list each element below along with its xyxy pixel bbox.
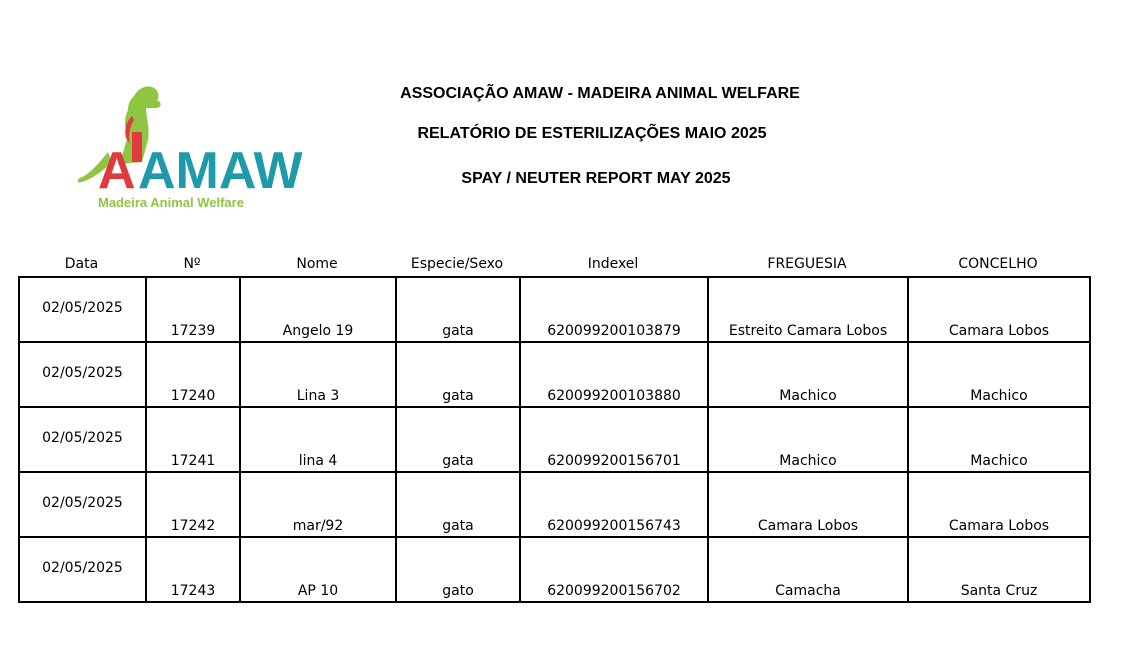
cell-date: 02/05/2025 bbox=[19, 277, 146, 342]
cell-freguesia: Estreito Camara Lobos bbox=[708, 277, 908, 342]
cell-indexel: 620099200156702 bbox=[520, 537, 708, 602]
cell-date: 02/05/2025 bbox=[19, 472, 146, 537]
col-header-numero: Nº bbox=[183, 256, 201, 272]
col-header-freguesia: FREGUESIA bbox=[767, 256, 847, 272]
logo-subtitle: Madeira Animal Welfare bbox=[98, 195, 244, 210]
cell-concelho: Camara Lobos bbox=[908, 277, 1090, 342]
cell-species-sex: gata bbox=[396, 407, 520, 472]
table-row bbox=[19, 342, 1090, 407]
report-title-pt: RELATÓRIO DE ESTERILIZAÇÕES MAIO 2025 bbox=[417, 125, 767, 142]
cell-number: 17243 bbox=[146, 537, 240, 602]
cell-date: 02/05/2025 bbox=[19, 407, 146, 472]
col-header-especie-sexo: Especie/Sexo bbox=[410, 256, 504, 272]
col-header-indexel: Indexel bbox=[587, 256, 639, 272]
cell-indexel: 620099200103879 bbox=[520, 277, 708, 342]
logo-letters: AMAW bbox=[138, 142, 303, 200]
cell-freguesia: Machico bbox=[708, 342, 908, 407]
cell-concelho: Camara Lobos bbox=[908, 472, 1090, 537]
cell-indexel: 620099200156701 bbox=[520, 407, 708, 472]
cell-freguesia: Camara Lobos bbox=[708, 472, 908, 537]
cell-number: 17240 bbox=[146, 342, 240, 407]
col-header-data: Data bbox=[64, 256, 99, 272]
amaw-logo bbox=[72, 82, 303, 214]
cell-concelho: Santa Cruz bbox=[908, 537, 1090, 602]
cell-concelho: Machico bbox=[908, 407, 1090, 472]
report-title-en: SPAY / NEUTER REPORT MAY 2025 bbox=[461, 170, 731, 187]
cell-species-sex: gata bbox=[396, 342, 520, 407]
logo-letter-a: A bbox=[98, 142, 136, 200]
cell-freguesia: Machico bbox=[708, 407, 908, 472]
cell-date: 02/05/2025 bbox=[19, 342, 146, 407]
cell-name: Lina 3 bbox=[240, 342, 396, 407]
cell-indexel: 620099200156743 bbox=[520, 472, 708, 537]
table-row bbox=[19, 472, 1090, 537]
table-row bbox=[19, 537, 1090, 602]
cell-number: 17242 bbox=[146, 472, 240, 537]
cell-name: mar/92 bbox=[240, 472, 396, 537]
table-row bbox=[19, 407, 1090, 472]
col-header-concelho: CONCELHO bbox=[958, 256, 1038, 272]
cell-date: 02/05/2025 bbox=[19, 537, 146, 602]
cell-name: lina 4 bbox=[240, 407, 396, 472]
cell-number: 17239 bbox=[146, 277, 240, 342]
cell-number: 17241 bbox=[146, 407, 240, 472]
cell-freguesia: Camacha bbox=[708, 537, 908, 602]
cell-species-sex: gata bbox=[396, 277, 520, 342]
cell-species-sex: gato bbox=[396, 537, 520, 602]
cell-indexel: 620099200103880 bbox=[520, 342, 708, 407]
col-header-nome: Nome bbox=[296, 256, 338, 272]
org-title: ASSOCIAÇÃO AMAW - MADEIRA ANIMAL WELFARE bbox=[400, 85, 800, 102]
table-row bbox=[19, 277, 1090, 342]
cell-name: Angelo 19 bbox=[240, 277, 396, 342]
cell-species-sex: gata bbox=[396, 472, 520, 537]
cell-concelho: Machico bbox=[908, 342, 1090, 407]
cell-name: AP 10 bbox=[240, 537, 396, 602]
sterilization-table bbox=[18, 276, 1091, 603]
